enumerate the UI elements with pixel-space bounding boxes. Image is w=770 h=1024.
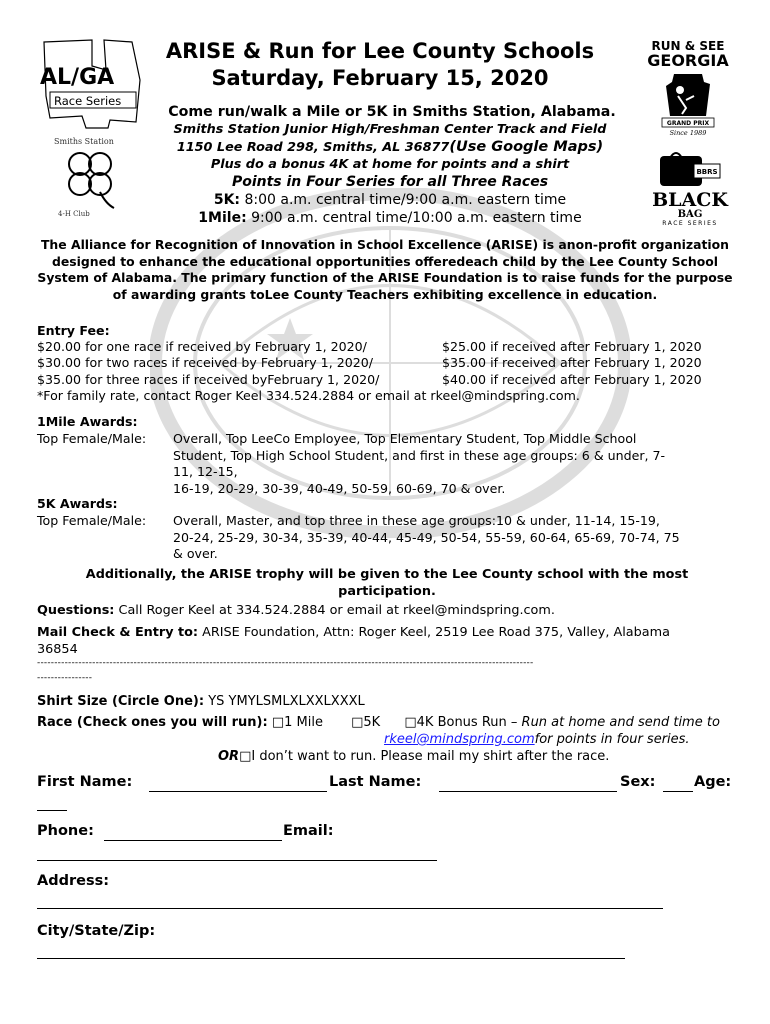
address-field[interactable] — [37, 908, 663, 909]
venue-line: Smiths Station Junior High/Freshman Center Track and Field — [173, 122, 607, 137]
no-run-text: I don’t want to run. Please mail my shirt after the race. — [251, 749, 610, 764]
trophy-line: participation. — [338, 584, 436, 599]
phone-field[interactable] — [104, 840, 282, 841]
questions-label: Questions: — [37, 603, 115, 618]
last-name-field[interactable] — [439, 791, 617, 792]
run-and-see-georgia-logo — [640, 38, 736, 138]
fee-early: $30.00 for two races if received by February 1, 2020/ — [37, 355, 373, 370]
address-line — [140, 139, 640, 155]
mile-awards-label: Top Female/Male: — [37, 431, 147, 446]
age-field[interactable] — [37, 810, 67, 811]
questions-text: Call Roger Keel at 334.524.2884 or email at rkeel@mindspring.com. — [114, 603, 555, 618]
trophy-note — [37, 566, 737, 600]
4k-checkbox[interactable]: □ — [404, 715, 417, 730]
sex-label: Sex: — [620, 774, 656, 790]
questions-line — [37, 603, 555, 618]
5k-awards-label: Top Female/Male: — [37, 513, 147, 528]
race-select-label: Race (Check ones you will run): — [37, 715, 268, 730]
5k-awards-line: 20-24, 25-29, 30-34, 35-39, 40-44, 45-49, 50-54, 55-59, 60-64, 65-69, 70-74, 75 — [173, 529, 680, 545]
race-series-text: Race Series — [54, 94, 122, 108]
bonus-line: Plus do a bonus 4K at home for points and a shirt — [210, 157, 570, 172]
mile-awards-heading: 1Mile Awards: — [37, 414, 138, 429]
fee-early: $35.00 for three races if received byFebruary 1, 2020/ — [37, 372, 380, 387]
5k-time: 8:00 a.m. central time/9:00 a.m. eastern time — [240, 192, 567, 208]
race-select-line — [37, 715, 737, 730]
blackbag-line1: BLACK — [652, 189, 728, 211]
mile-label: 1Mile: — [198, 210, 247, 226]
city-state-zip-label: City/State/Zip: — [37, 923, 156, 939]
entry-fee-heading: Entry Fee: — [37, 323, 110, 338]
5k-awards-line: Overall, Master, and top three in these age groups:10 & under, 11-14, 15-19, — [173, 513, 660, 528]
mile-awards-text — [173, 431, 733, 497]
mile-awards-line: Overall, Top LeeCo Employee, Top Elementary Student, Top Middle School — [173, 431, 637, 446]
event-title: ARISE & Run for Lee County Schools — [165, 39, 595, 63]
or-label: OR — [218, 749, 240, 764]
5k-time-line — [140, 192, 640, 208]
cut-line: ------------------------------------------------------------------------------------------------------------------------------------------------ — [37, 658, 534, 668]
age-label: Age: — [694, 774, 732, 790]
arise-description: The Alliance for Recognition of Innovation in School Excellence (ARISE) is anon-profit organization designed to enhance the educational opportunities offeredeach child by the Lee County School System of Alabama. The primary function of the ARISE Foundation is to raise funds for the purpose of awarding grants toLee County Teachers exhibiting excellence in education. — [37, 237, 733, 302]
mile-checkbox[interactable]: □ — [271, 715, 285, 730]
series-line: Points in Four Series for all Three Races — [231, 174, 549, 190]
no-run-checkbox[interactable]: □ — [239, 749, 252, 764]
fee-late: $35.00 if received after February 1, 2020 — [442, 355, 702, 370]
first-name-label: First Name: — [37, 774, 133, 790]
4k-instructions-tail: for points in four series. — [534, 732, 690, 747]
5k-awards-line: & over. — [173, 546, 218, 561]
mail-line — [37, 624, 737, 658]
mile-awards-line: Student, Top High School Student, and first in these age groups: 6 & under, 7- — [173, 447, 666, 463]
shirt-size-line — [37, 694, 365, 709]
mail-label: Mail Check & Entry to: — [37, 625, 199, 640]
event-tagline: Come run/walk a Mile or 5K in Smiths Station, Alabama. — [168, 104, 616, 120]
4k-instructions: Run at home and send time to — [521, 715, 720, 730]
shirt-size-options[interactable]: YS YMYLSMLXLXXLXXXL — [204, 694, 365, 709]
trophy-line: Additionally, the ARISE trophy will be given to the Lee County school with the most — [85, 567, 689, 582]
fee-late: $40.00 if received after February 1, 2020 — [442, 372, 702, 387]
shirt-size-label: Shirt Size (Circle One): — [37, 694, 205, 709]
runsee-badge: GRAND PRIX — [666, 120, 710, 127]
5k-awards-heading: 5K Awards: — [37, 496, 118, 511]
family-rate-note: *For family rate, contact Roger Keel 334.524.2884 or email at rkeel@mindspring.com. — [37, 388, 580, 403]
email-label: Email: — [283, 823, 334, 839]
sex-field[interactable] — [663, 791, 693, 792]
clover-bottom-text: 4-H Club — [58, 210, 90, 218]
mile-awards-line: 16-19, 20-29, 30-39, 40-49, 50-59, 60-69, 70 & over. — [173, 480, 506, 496]
city-state-zip-field[interactable] — [37, 958, 625, 959]
race-email-line — [384, 732, 690, 747]
bbrs-tag: BBRS — [696, 168, 718, 176]
mail-zip: 36854 — [37, 642, 78, 657]
cut-line-tail: ---------------- — [37, 673, 93, 683]
black-bag-race-series-logo — [642, 144, 738, 226]
runsee-since: Since 1989 — [669, 129, 707, 137]
5k-awards-text — [173, 513, 733, 563]
first-name-field[interactable] — [149, 791, 327, 792]
mile-time: 9:00 a.m. central time/10:00 a.m. eastern time — [246, 210, 582, 226]
runsee-line2: GEORGIA — [647, 51, 729, 70]
no-run-line — [218, 749, 609, 764]
4h-clover-logo — [44, 128, 136, 220]
mile-option: 1 Mile — [284, 715, 323, 730]
google-maps-note: (Use Google Maps) — [449, 139, 604, 155]
4k-option: 4K Bonus Run – — [416, 715, 522, 730]
blackbag-line3: RACE SERIES — [662, 220, 718, 226]
address-label: Address: — [37, 873, 110, 889]
mile-time-line — [140, 210, 640, 226]
mile-awards-line: 11, 12-15, — [173, 464, 238, 479]
email-link[interactable]: rkeel@mindspring.com — [384, 732, 535, 747]
phone-label: Phone: — [37, 823, 94, 839]
al-ga-race-series-logo — [36, 36, 146, 132]
mail-text: ARISE Foundation, Attn: Roger Keel, 2519 Lee Road 375, Valley, Alabama — [198, 625, 670, 640]
5k-label: 5K: — [213, 192, 241, 208]
fee-early: $20.00 for one race if received by February 1, 2020/ — [37, 339, 367, 354]
clover-top-text: Smiths Station — [54, 137, 114, 146]
alga-text: AL/GA — [40, 65, 115, 90]
email-field[interactable] — [37, 860, 437, 861]
address-text: 1150 Lee Road 298, Smiths, AL 36877 — [176, 140, 450, 155]
last-name-label: Last Name: — [329, 774, 422, 790]
event-date: Saturday, February 15, 2020 — [211, 66, 549, 90]
fee-late: $25.00 if received after February 1, 2020 — [442, 339, 702, 354]
blackbag-line2: BAG — [677, 209, 703, 220]
runsee-line1: RUN & SEE — [651, 39, 725, 53]
5k-option: 5K — [363, 715, 381, 730]
5k-checkbox[interactable]: □ — [351, 715, 364, 730]
